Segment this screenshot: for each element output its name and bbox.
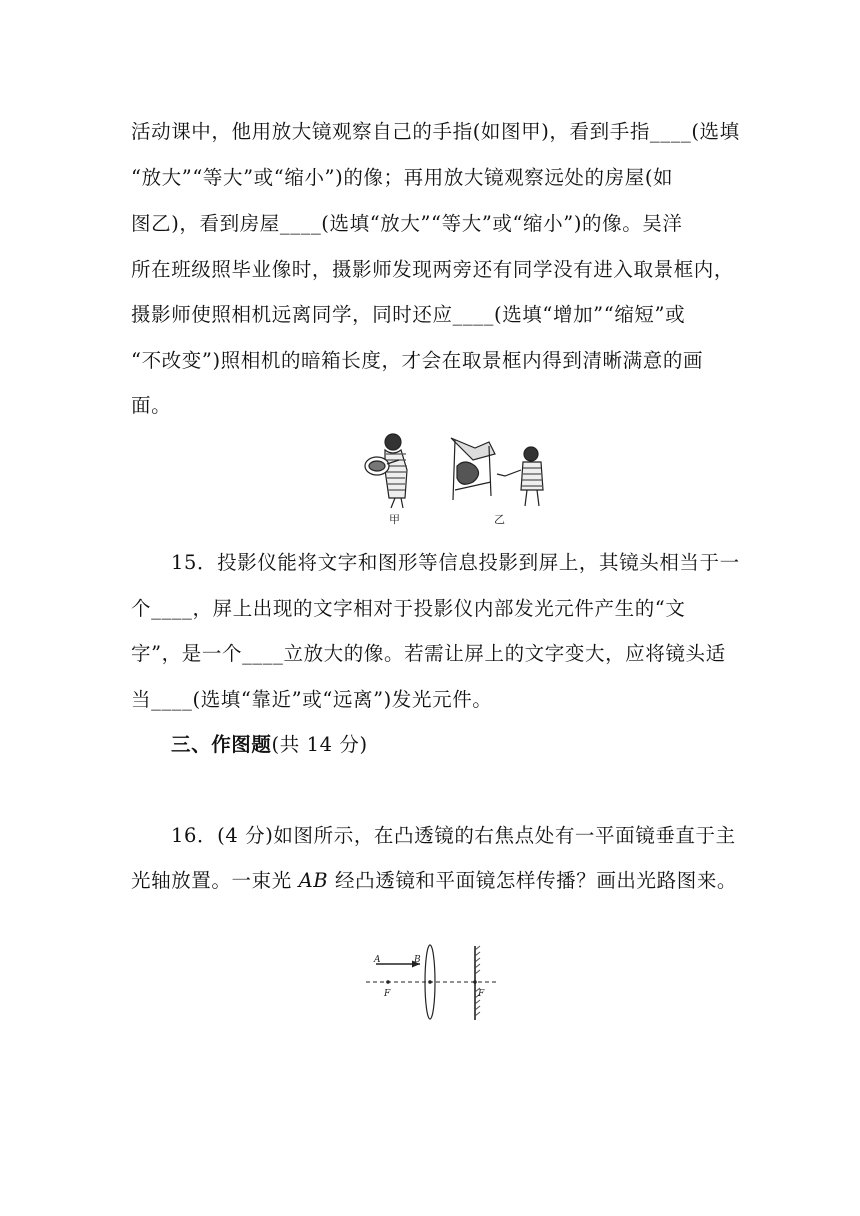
section-heading (171, 729, 368, 757)
magnifier-illustration (355, 430, 555, 525)
label-b: B (414, 955, 421, 965)
question-16-text: 光轴放置。一束光 (131, 869, 299, 892)
focus-left (386, 980, 390, 984)
section-score: (共 14 分) (271, 733, 368, 756)
label-f-right: F (478, 989, 485, 999)
magnifier-figure (355, 430, 555, 510)
label-a: A (374, 955, 381, 965)
lens-mirror-diagram (362, 942, 502, 1024)
paragraph-line: 活动课中，他用放大镜观察自己的手指(如图甲)，看到手指____(选填 (131, 120, 740, 143)
question-15-line: 当____(选填“靠近”或“远离”)发光元件。 (131, 688, 493, 711)
label-f-left: F (384, 989, 391, 999)
figure-caption-yi: 乙 (494, 513, 505, 526)
figure-caption-jia: 甲 (389, 513, 400, 526)
question-16-text: 经凸透镜和平面镜怎样传播？画出光路图来。 (328, 869, 738, 892)
question-15-line: 个____，屏上出现的文字相对于投影仪内部发光元件产生的“文 (131, 597, 686, 620)
paragraph-line: 面。 (131, 394, 172, 417)
paragraph-line: “不改变”)照相机的暗箱长度，才会在取景框内得到清晰满意的画 (131, 349, 704, 372)
question-15-line: 字”，是一个____立放大的像。若需让屏上的文字变大，应将镜头适 (131, 642, 726, 665)
ray-label-ab: AB (298, 869, 329, 892)
question-15-line: 15．投影仪能将文字和图形等信息投影到屏上，其镜头相当于一 (171, 551, 740, 574)
optical-center (428, 980, 432, 984)
question-16-line (131, 865, 737, 893)
question-16-line: 16．(4 分)如图所示，在凸透镜的右焦点处有一平面镜垂直于主 (171, 824, 736, 847)
section-title: 三、作图题 (171, 733, 272, 756)
paragraph-line: “放大”“等大”或“缩小”)的像；再用放大镜观察远处的房屋(如 (131, 166, 674, 189)
paragraph-line: 图乙)，看到房屋____(选填“放大”“等大”或“缩小”)的像。吴洋 (131, 212, 683, 235)
paragraph-line: 所在班级照毕业像时，摄影师发现两旁还有同学没有进入取景框内， (131, 258, 735, 281)
paragraph-line: 摄影师使照相机远离同学，同时还应____(选填“增加”“缩短”或 (131, 303, 686, 326)
optics-diagram (362, 942, 502, 1024)
